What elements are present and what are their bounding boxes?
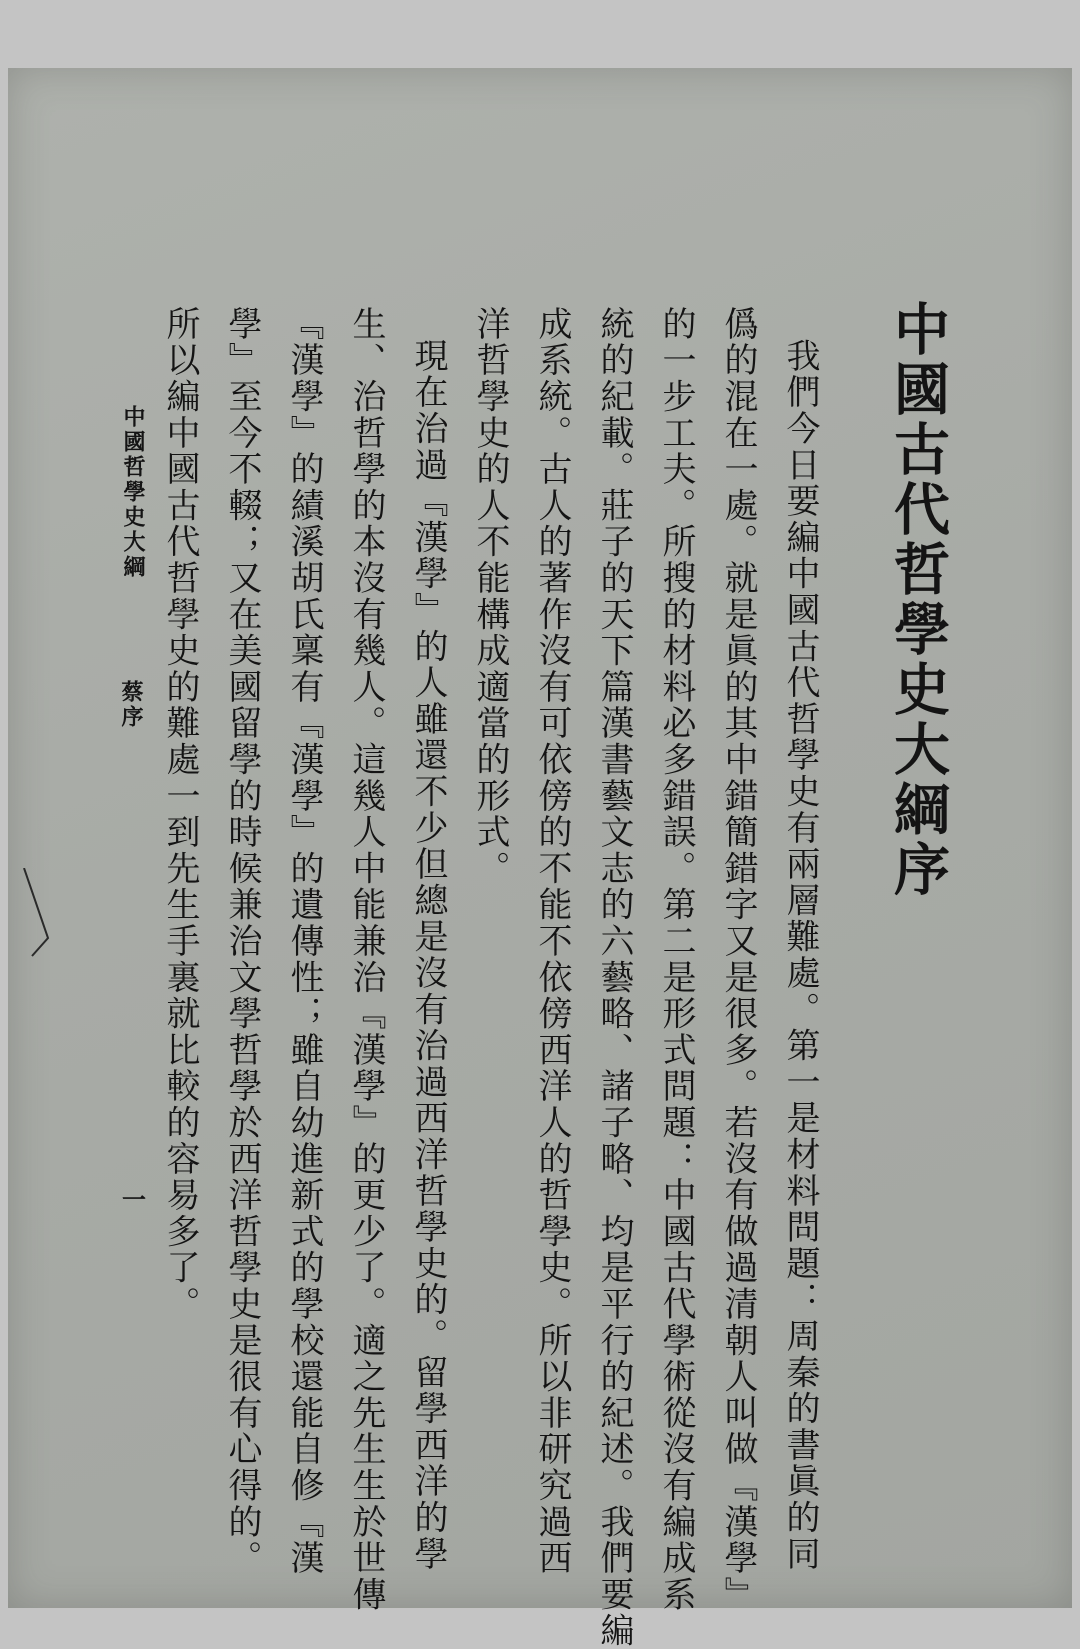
page-tear-mark <box>18 868 58 958</box>
text-line-3: 的一步工夫。所搜的材料必多錯誤。第二是形式問題：中國古代學術從沒有編成系 <box>656 306 696 1613</box>
text-line-11: 所以編中國古代哲學史的難處一到先生手裏就比較的容易多了。 <box>160 306 200 1323</box>
text-line-5: 成系統。古人的著作沒有可依傍的不能不依傍西洋人的哲學史。所以非研究過西 <box>532 306 572 1577</box>
text-line-9: 『漢學』的績溪胡氏稟有『漢學』的遺傳性；雖自幼進新式的學校還能自修『漢 <box>284 306 324 1577</box>
text-line-10: 學』至今不輟；又在美國留學的時候兼治文學哲學於西洋哲學史是很有心得的。 <box>222 306 262 1577</box>
text-line-7: 現在治過『漢學』的人雖還不少但總是沒有治過西洋哲學史的。留學西洋的學 <box>408 338 448 1573</box>
text-line-1: 我們今日要編中國古代哲學史有兩層難處。第一是材料問題：周秦的書眞的同 <box>780 338 820 1573</box>
text-line-4: 統的紀載。莊子的天下篇漢書藝文志的六藝略、諸子略、均是平行的紀述。我們要編 <box>594 306 634 1649</box>
page-title: 中國古代哲學史大綱序 <box>885 300 951 900</box>
text-line-2: 僞的混在一處。就是眞的其中錯簡錯字又是很多。若沒有做過清朝人叫做『漢學』 <box>718 306 758 1613</box>
running-footer-book-title: 中國哲學史大綱 <box>120 405 146 580</box>
running-footer-section: 蔡序 <box>118 680 144 730</box>
text-line-8: 生、治哲學的本沒有幾人。這幾人中能兼治『漢學』的更少了。適之先生生於世傳 <box>346 306 386 1613</box>
text-line-6: 洋哲學史的人不能構成適當的形式。 <box>470 306 510 887</box>
page-number: 一 <box>122 1185 146 1214</box>
